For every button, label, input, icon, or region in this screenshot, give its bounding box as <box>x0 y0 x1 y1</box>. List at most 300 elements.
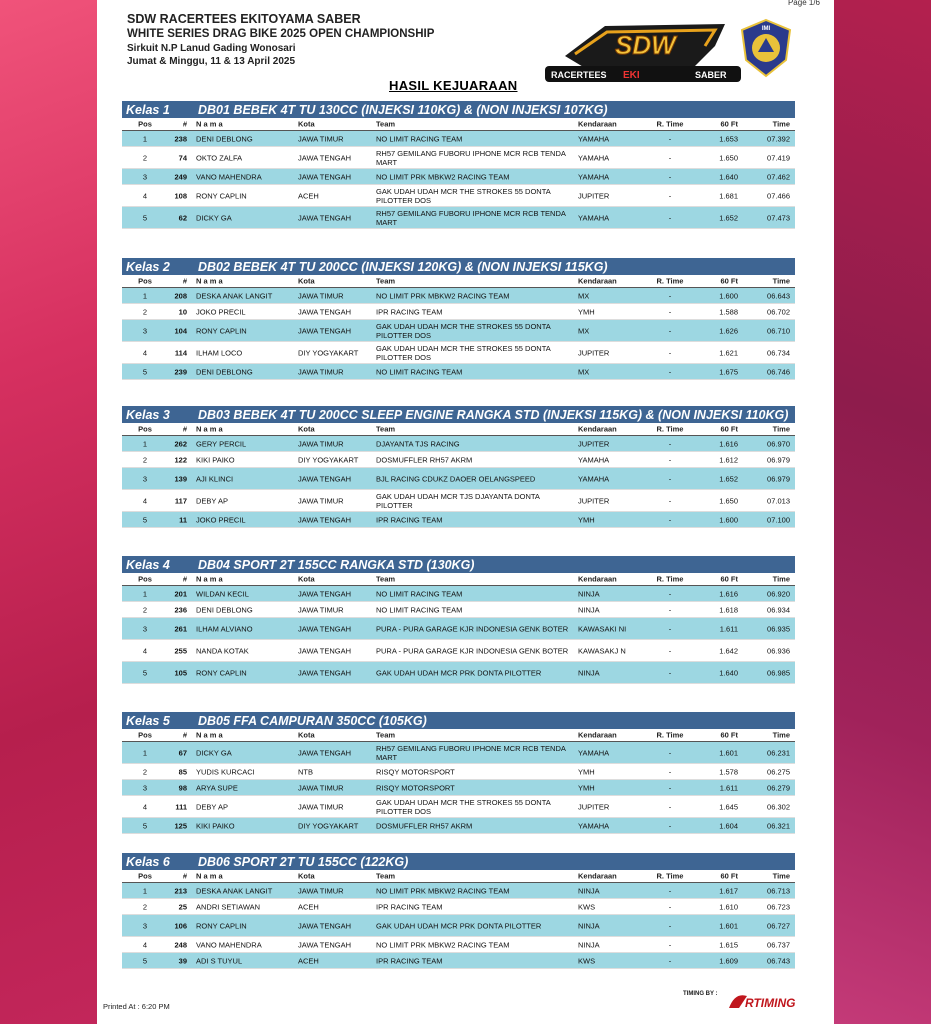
cell-pos: 3 <box>142 172 148 181</box>
column-header-row <box>122 275 795 288</box>
column-header-kend: Kendaraan <box>578 119 617 129</box>
cell-no: 239 <box>174 367 187 376</box>
column-header-time: Time <box>772 424 790 434</box>
column-header-row <box>122 729 795 742</box>
cell-time: 06.713 <box>767 886 790 895</box>
cell-kota: ACEH <box>298 902 319 911</box>
cell-kota: JAWA TENGAH <box>298 307 352 316</box>
column-header-kota: Kota <box>298 730 315 740</box>
cell-kota: JAWA TIMUR <box>298 886 344 895</box>
cell-kota: NTB <box>298 767 313 776</box>
cell-name: OKTO ZALFA <box>196 153 243 162</box>
cell-time: 06.737 <box>767 940 790 949</box>
cell-pos: 5 <box>142 367 148 376</box>
cell-kend: JUPITER <box>578 496 610 505</box>
class-number: Kelas 5 <box>126 713 170 728</box>
cell-kota: JAWA TENGAH <box>298 589 352 598</box>
column-header-name: N a m a <box>196 119 223 129</box>
cell-ft: 1.645 <box>719 802 738 811</box>
cell-time: 06.723 <box>767 902 790 911</box>
cell-time: 06.727 <box>767 921 790 930</box>
cell-pos: 1 <box>142 291 148 300</box>
column-header-rtime: R. Time <box>656 871 684 881</box>
cell-kend: NINJA <box>578 940 600 949</box>
cell-team: DJAYANTA TJS RACING <box>376 439 460 448</box>
column-header-team: Team <box>376 424 396 434</box>
cell-rt: - <box>668 348 672 357</box>
table-row <box>122 452 795 468</box>
cell-kend: JUPITER <box>578 191 610 200</box>
cell-name: ILHAM ALVIANO <box>196 624 253 633</box>
cell-name: KIKI PAIKO <box>196 455 235 464</box>
cell-no: 125 <box>174 821 187 830</box>
cell-time: 06.710 <box>767 326 790 335</box>
cell-kend: NINJA <box>578 589 600 598</box>
cell-time: 06.985 <box>767 668 790 677</box>
cell-kend: NINJA <box>578 605 600 614</box>
column-header-time: Time <box>772 276 790 286</box>
cell-team: IPR RACING TEAM <box>376 515 443 524</box>
column-header-team: Team <box>376 276 396 286</box>
background-left <box>0 0 97 1024</box>
cell-rt: - <box>668 172 672 181</box>
column-header-team: Team <box>376 574 396 584</box>
cell-ft: 1.616 <box>719 439 738 448</box>
column-header-team: Team <box>376 730 396 740</box>
cell-team: DOSMUFFLER RH57 AKRM <box>376 821 473 830</box>
cell-kota: JAWA TIMUR <box>298 367 344 376</box>
class-section <box>122 258 795 380</box>
cell-ft: 1.640 <box>719 172 738 181</box>
cell-kota: JAWA TENGAH <box>298 213 352 222</box>
cell-name: ILHAM LOCO <box>196 348 243 357</box>
cell-pos: 3 <box>142 624 148 633</box>
cell-no: 106 <box>174 921 187 930</box>
cell-time: 06.934 <box>767 605 790 614</box>
cell-kota: JAWA TENGAH <box>298 748 352 757</box>
column-header-row <box>122 573 795 586</box>
cell-time: 06.734 <box>767 348 790 357</box>
cell-no: 67 <box>178 748 187 757</box>
cell-ft: 1.615 <box>719 940 738 949</box>
cell-rt: - <box>668 496 672 505</box>
cell-team: BJL RACING CDUKZ DAOER OELANGSPEED <box>376 474 536 483</box>
class-number: Kelas 3 <box>126 407 170 422</box>
cell-no: 114 <box>174 348 187 357</box>
class-name: DB04 SPORT 2T 155CC RANGKA STD (130KG) <box>198 557 475 572</box>
cell-ft: 1.600 <box>719 515 738 524</box>
cell-no: 105 <box>174 668 187 677</box>
column-header-team: Team <box>376 871 396 881</box>
cell-no: 74 <box>178 153 187 162</box>
cell-no: 201 <box>174 589 187 598</box>
cell-team: NO LIMIT PRK MBKW2 RACING TEAM <box>376 172 510 181</box>
column-header-row <box>122 423 795 436</box>
cell-name: VANO MAHENDRA <box>196 172 262 181</box>
class-number: Kelas 6 <box>126 854 170 869</box>
cell-kota: JAWA TENGAH <box>298 940 352 949</box>
page-number: Page 1/6 <box>787 0 820 7</box>
cell-pos: 5 <box>142 515 148 524</box>
cell-team: GAK UDAH UDAH MCR PRK DONTA PILOTTER <box>376 668 542 677</box>
table-row <box>122 602 795 618</box>
imi-badge-icon <box>740 18 792 78</box>
cell-name: RONY CAPLIN <box>196 668 247 677</box>
column-header-pos: Pos <box>138 574 152 584</box>
cell-no: 213 <box>174 886 187 895</box>
class-header-bar <box>122 712 795 729</box>
cell-rt: - <box>668 940 672 949</box>
class-header-bar <box>122 853 795 870</box>
cell-pos: 1 <box>142 439 148 448</box>
cell-rt: - <box>668 134 672 143</box>
table-row <box>122 742 795 764</box>
column-header-row <box>122 870 795 883</box>
cell-time: 07.419 <box>767 153 790 162</box>
column-header-kota: Kota <box>298 424 315 434</box>
cell-ft: 1.588 <box>719 307 738 316</box>
cell-time: 06.231 <box>767 748 790 757</box>
sponsor-racertees: RACERTEES <box>551 70 607 80</box>
cell-kend: KAWASAKJ N <box>578 646 626 655</box>
class-number: Kelas 1 <box>126 102 170 117</box>
cell-time: 07.392 <box>767 134 790 143</box>
cell-pos: 3 <box>142 783 148 792</box>
column-header-kend: Kendaraan <box>578 424 617 434</box>
column-header-kota: Kota <box>298 574 315 584</box>
timing-label: TIMING BY : <box>683 991 718 997</box>
cell-kota: JAWA TENGAH <box>298 624 352 633</box>
cell-kota: JAWA TENGAH <box>298 153 352 162</box>
cell-no: 11 <box>179 515 187 524</box>
column-header-kota: Kota <box>298 871 315 881</box>
cell-team: NO LIMIT RACING TEAM <box>376 589 463 598</box>
cell-pos: 2 <box>142 153 148 162</box>
cell-rt: - <box>668 624 672 633</box>
cell-name: DESKA ANAK LANGIT <box>196 291 273 300</box>
cell-kota: JAWA TENGAH <box>298 326 352 335</box>
cell-ft: 1.609 <box>719 956 738 965</box>
cell-team: RISQY MOTORSPORT <box>376 783 455 792</box>
column-header-no: # <box>182 119 187 129</box>
cell-team: IPR RACING TEAM <box>376 902 443 911</box>
cell-ft: 1.626 <box>719 326 738 335</box>
cell-time: 06.970 <box>767 439 790 448</box>
column-header-name: N a m a <box>196 730 223 740</box>
cell-rt: - <box>668 886 672 895</box>
cell-kend: NINJA <box>578 668 600 677</box>
table-row <box>122 207 795 229</box>
cell-kend: MX <box>578 367 590 376</box>
rtiming-logo <box>725 990 805 1012</box>
cell-no: 111 <box>175 802 187 811</box>
cell-name: RONY CAPLIN <box>196 191 247 200</box>
column-header-no: # <box>182 424 187 434</box>
cell-name: DENI DEBLONG <box>196 134 253 143</box>
table-row <box>122 915 795 937</box>
cell-team: GAK UDAH UDAH MCR THE STROKES 55 DONTA PILOTTER DOS <box>376 186 551 205</box>
table-row <box>122 342 795 364</box>
cell-pos: 2 <box>142 767 148 776</box>
cell-kota: JAWA TIMUR <box>298 134 344 143</box>
table-row <box>122 320 795 342</box>
cell-kend: YAMAHA <box>578 821 610 830</box>
cell-rt: - <box>668 291 672 300</box>
sponsor-eki: EKI <box>623 70 640 81</box>
cell-kota: JAWA TIMUR <box>298 439 344 448</box>
cell-kota: JAWA TENGAH <box>298 921 352 930</box>
cell-pos: 1 <box>142 134 148 143</box>
cell-kend: JUPITER <box>578 802 610 811</box>
cell-kota: JAWA TIMUR <box>298 802 344 811</box>
cell-pos: 5 <box>142 956 148 965</box>
cell-team: GAK UDAH UDAH MCR THE STROKES 55 DONTA PILOTTER DOS <box>376 321 551 340</box>
cell-pos: 4 <box>142 191 148 200</box>
class-section <box>122 101 795 229</box>
cell-time: 06.302 <box>767 802 790 811</box>
cell-rt: - <box>668 821 672 830</box>
cell-team: RH57 GEMILANG FUBORU IPHONE MCR RCB TENDA MART <box>376 148 566 167</box>
cell-no: 255 <box>174 646 187 655</box>
cell-time: 07.013 <box>767 496 790 505</box>
cell-rt: - <box>668 767 672 776</box>
cell-name: VANO MAHENDRA <box>196 940 262 949</box>
cell-rt: - <box>668 515 672 524</box>
cell-rt: - <box>668 439 672 448</box>
cell-kend: YAMAHA <box>578 213 610 222</box>
class-name: DB03 BEBEK 4T TU 200CC SLEEP ENGINE RANGKA STD (INJEKSI 115KG) & (NON INJEKSI 110KG) <box>198 407 789 422</box>
cell-team: NO LIMIT RACING TEAM <box>376 134 463 143</box>
cell-name: DEBY AP <box>196 496 228 505</box>
cell-ft: 1.611 <box>719 783 738 792</box>
cell-name: NANDA KOTAK <box>196 646 249 655</box>
cell-no: 62 <box>178 213 187 222</box>
cell-team: RH57 GEMILANG FUBORU IPHONE MCR RCB TENDA MART <box>376 208 566 227</box>
class-name: DB01 BEBEK 4T TU 130CC (INJEKSI 110KG) & (NON INJEKSI 107KG) <box>198 102 608 117</box>
cell-kota: JAWA TENGAH <box>298 668 352 677</box>
cell-rt: - <box>668 802 672 811</box>
cell-name: RONY CAPLIN <box>196 326 247 335</box>
cell-time: 06.746 <box>767 367 790 376</box>
cell-rt: - <box>668 474 672 483</box>
table-row <box>122 953 795 969</box>
column-header-time: Time <box>772 730 790 740</box>
cell-rt: - <box>668 748 672 757</box>
sponsor-saber: SABER <box>695 70 727 80</box>
cell-team: NO LIMIT PRK MBKW2 RACING TEAM <box>376 291 510 300</box>
table-row <box>122 147 795 169</box>
cell-team: GAK UDAH UDAH MCR THE STROKES 55 DONTA PILOTTER DOS <box>376 797 551 816</box>
cell-kend: KWS <box>578 956 596 965</box>
column-header-time: Time <box>772 119 790 129</box>
cell-no: 139 <box>174 474 187 483</box>
cell-kota: JAWA TIMUR <box>298 496 344 505</box>
cell-ft: 1.612 <box>719 455 738 464</box>
cell-rt: - <box>668 589 672 598</box>
cell-ft: 1.650 <box>719 153 738 162</box>
event-title: SDW RACERTEES EKITOYAMA SABER <box>127 12 361 26</box>
cell-time: 06.275 <box>767 767 790 776</box>
table-row <box>122 796 795 818</box>
event-venue: Sirkuit N.P Lanud Gading Wonosari <box>127 43 296 54</box>
cell-team: NO LIMIT PRK MBKW2 RACING TEAM <box>376 940 510 949</box>
cell-team: RH57 GEMILANG FUBORU IPHONE MCR RCB TENDA MART <box>376 743 566 762</box>
cell-kend: YAMAHA <box>578 474 610 483</box>
cell-no: 85 <box>178 767 187 776</box>
cell-time: 06.643 <box>767 291 790 300</box>
column-header-rtime: R. Time <box>656 119 684 129</box>
rtiming-logo-text: RTIMING <box>745 996 796 1010</box>
table-row <box>122 468 795 490</box>
cell-no: 122 <box>174 455 187 464</box>
table-row <box>122 937 795 953</box>
cell-name: DEBY AP <box>196 802 228 811</box>
column-header-rtime: R. Time <box>656 574 684 584</box>
column-header-pos: Pos <box>138 119 152 129</box>
column-header-name: N a m a <box>196 871 223 881</box>
cell-ft: 1.653 <box>719 134 738 143</box>
class-section <box>122 556 795 684</box>
cell-name: DESKA ANAK LANGIT <box>196 886 273 895</box>
table-row <box>122 640 795 662</box>
cell-ft: 1.640 <box>719 668 738 677</box>
class-header-bar <box>122 406 795 423</box>
cell-rt: - <box>668 326 672 335</box>
cell-ft: 1.610 <box>719 902 738 911</box>
cell-time: 06.279 <box>767 783 790 792</box>
event-header <box>127 12 434 68</box>
cell-team: PURA - PURA GARAGE KJR INDONESIA GENK BOTER <box>376 624 569 633</box>
table-row <box>122 586 795 602</box>
cell-team: GAK UDAH UDAH MCR PRK DONTA PILOTTER <box>376 921 542 930</box>
cell-pos: 2 <box>142 605 148 614</box>
cell-ft: 1.601 <box>719 748 738 757</box>
cell-kend: MX <box>578 291 590 300</box>
cell-kota: JAWA TENGAH <box>298 172 352 181</box>
cell-no: 236 <box>174 605 187 614</box>
column-header-pos: Pos <box>138 276 152 286</box>
cell-no: 108 <box>174 191 187 200</box>
cell-name: WILDAN KECIL <box>196 589 249 598</box>
background-right <box>834 0 931 1024</box>
cell-time: 07.473 <box>767 213 790 222</box>
cell-time: 06.321 <box>767 821 790 830</box>
cell-kota: DIY YOGYAKART <box>298 348 359 357</box>
column-header-ft: 60 Ft <box>720 276 738 286</box>
table-row <box>122 185 795 207</box>
cell-kota: JAWA TIMUR <box>298 783 344 792</box>
class-section <box>122 853 795 969</box>
column-header-ft: 60 Ft <box>720 119 738 129</box>
cell-name: ARYA SUPE <box>196 783 238 792</box>
class-name: DB05 FFA CAMPURAN 350CC (105KG) <box>198 713 427 728</box>
cell-rt: - <box>668 307 672 316</box>
column-header-rtime: R. Time <box>656 730 684 740</box>
cell-rt: - <box>668 153 672 162</box>
cell-kota: JAWA TIMUR <box>298 605 344 614</box>
cell-kend: YAMAHA <box>578 153 610 162</box>
cell-kota: JAWA TENGAH <box>298 515 352 524</box>
cell-pos: 1 <box>142 886 148 895</box>
cell-time: 06.936 <box>767 646 790 655</box>
cell-ft: 1.616 <box>719 589 738 598</box>
cell-ft: 1.604 <box>719 821 738 830</box>
imi-badge-text: IMI <box>761 26 771 32</box>
cell-no: 10 <box>178 307 187 316</box>
column-header-pos: Pos <box>138 730 152 740</box>
cell-kend: YMH <box>578 783 595 792</box>
column-header-name: N a m a <box>196 276 223 286</box>
cell-kota: DIY YOGYAKART <box>298 821 359 830</box>
column-header-ft: 60 Ft <box>720 871 738 881</box>
cell-time: 06.935 <box>767 624 790 633</box>
column-header-no: # <box>182 730 187 740</box>
cell-rt: - <box>668 956 672 965</box>
cell-ft: 1.600 <box>719 291 738 300</box>
column-header-kota: Kota <box>298 276 315 286</box>
cell-pos: 4 <box>142 802 148 811</box>
class-header-bar <box>122 556 795 573</box>
column-header-rtime: R. Time <box>656 276 684 286</box>
table-row <box>122 818 795 834</box>
cell-pos: 1 <box>142 748 148 757</box>
table-row <box>122 780 795 796</box>
table-row <box>122 883 795 899</box>
table-row <box>122 899 795 915</box>
cell-no: 261 <box>174 624 187 633</box>
table-row <box>122 764 795 780</box>
cell-pos: 2 <box>142 307 148 316</box>
column-header-kend: Kendaraan <box>578 276 617 286</box>
cell-rt: - <box>668 213 672 222</box>
column-header-pos: Pos <box>138 871 152 881</box>
cell-pos: 4 <box>142 496 148 505</box>
cell-kend: YMH <box>578 767 595 776</box>
cell-rt: - <box>668 783 672 792</box>
cell-ft: 1.681 <box>719 191 738 200</box>
class-number: Kelas 4 <box>126 557 170 572</box>
cell-pos: 2 <box>142 902 148 911</box>
cell-name: KIKI PAIKO <box>196 821 235 830</box>
cell-time: 06.920 <box>767 589 790 598</box>
cell-pos: 5 <box>142 668 148 677</box>
cell-kend: MX <box>578 326 590 335</box>
cell-name: DICKY GA <box>196 213 232 222</box>
column-header-ft: 60 Ft <box>720 730 738 740</box>
table-row <box>122 512 795 528</box>
column-header-kend: Kendaraan <box>578 730 617 740</box>
class-name: DB06 SPORT 2T TU 155CC (122KG) <box>198 854 409 869</box>
cell-pos: 5 <box>142 821 148 830</box>
cell-kend: KWS <box>578 902 596 911</box>
cell-team: NO LIMIT RACING TEAM <box>376 367 463 376</box>
cell-time: 06.979 <box>767 474 790 483</box>
class-number: Kelas 2 <box>126 259 170 274</box>
cell-ft: 1.642 <box>719 646 738 655</box>
column-header-no: # <box>182 276 187 286</box>
table-row <box>122 304 795 320</box>
cell-kend: YMH <box>578 515 595 524</box>
table-row <box>122 364 795 380</box>
cell-kota: ACEH <box>298 956 319 965</box>
cell-kend: NINJA <box>578 921 600 930</box>
cell-kend: YAMAHA <box>578 172 610 181</box>
table-row <box>122 169 795 185</box>
cell-no: 98 <box>178 783 187 792</box>
cell-time: 07.100 <box>767 515 790 524</box>
table-row <box>122 131 795 147</box>
cell-kend: YAMAHA <box>578 134 610 143</box>
